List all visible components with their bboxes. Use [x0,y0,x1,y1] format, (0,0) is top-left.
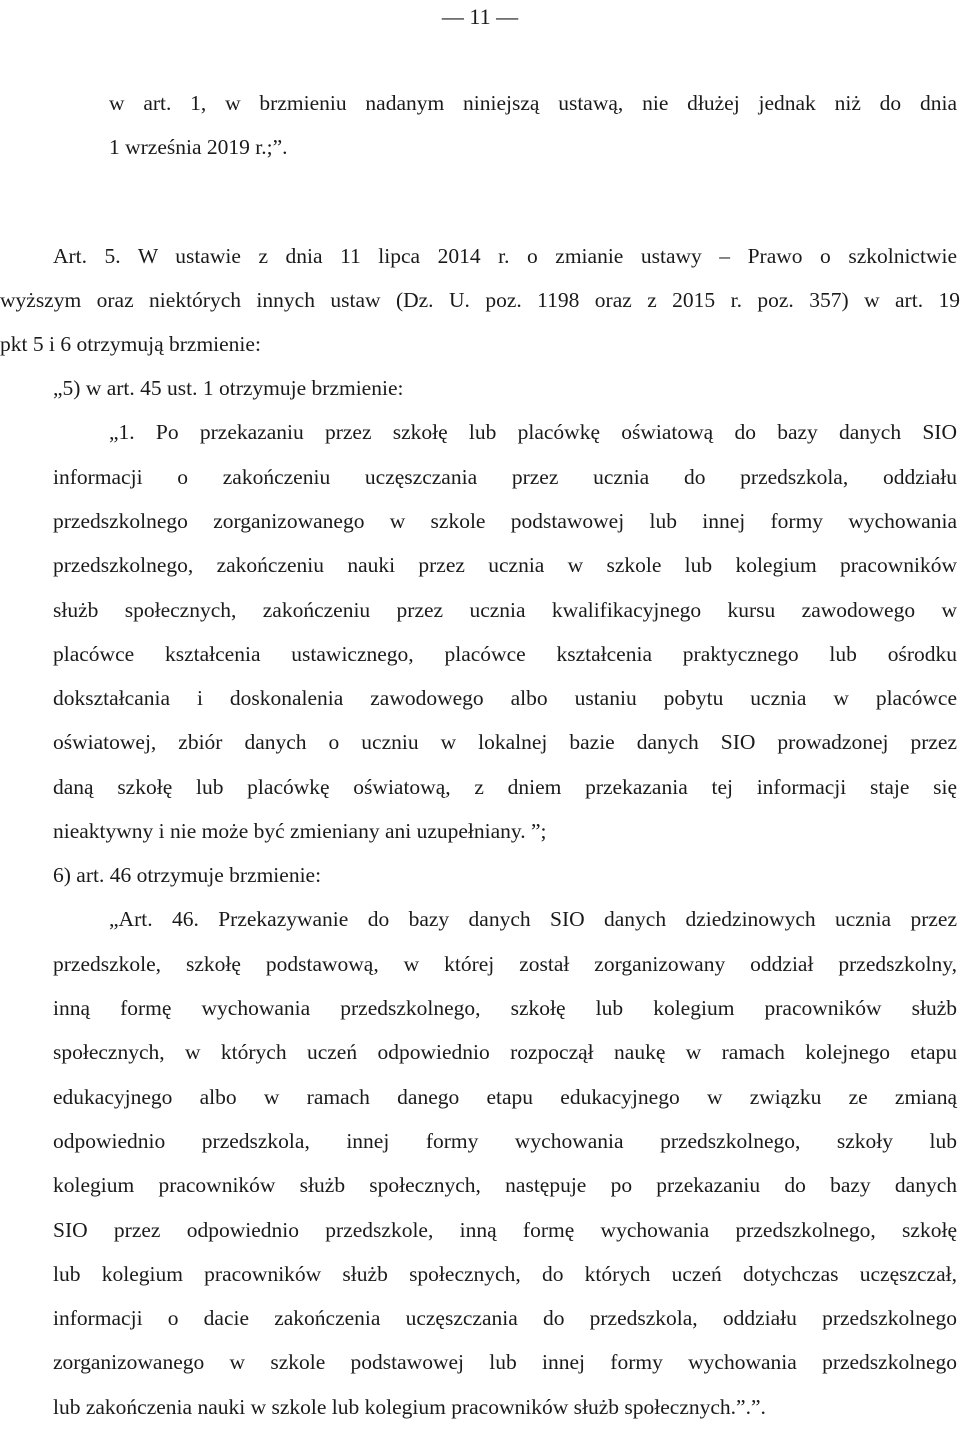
text-line: przedszkole, szkołę podstawową, w której został zorganizowany oddział przedszkolny, [53,952,957,976]
point-6-line: 6) art. 46 otrzymuje brzmienie: [53,863,322,887]
text-line: lub zakończenia nauki w szkole lub kolegium pracowników służb społecznych.”.”. [53,1395,766,1419]
text-line: społecznych, w których uczeń odpowiednio rozpoczął naukę w ramach kolejnego etapu [53,1040,957,1064]
text-line: odpowiednio przedszkola, innej formy wychowania przedszkolnego, szkoły lub [53,1129,957,1153]
point-5-line: „5) w art. 45 ust. 1 otrzymuje brzmienie: [53,376,404,400]
text-line: zorganizowanego w szkole podstawowej lub innej formy wychowania przedszkolnego [53,1350,957,1374]
text-line: informacji o zakończeniu uczęszczania przez ucznia do przedszkola, oddziału [53,465,957,489]
page-number: — 11 — [441,4,519,29]
text-line: oświatowej, zbiór danych o uczniu w lokalnej bazie danych SIO prowadzonej przez [53,730,957,754]
text-line: w art. 1, w brzmieniu nadanym niniejszą ustawą, nie dłużej jednak niż do dnia [109,91,957,115]
text-line: kolegium pracowników służb społecznych, następuje po przekazaniu do bazy danych [53,1173,957,1197]
text-line: SIO przez odpowiednio przedszkole, inną formę wychowania przedszkolnego, szkołę [53,1218,957,1242]
text-line: przedszkolnego, zakończeniu nauki przez ucznia w szkole lub kolegium pracowników [53,553,957,577]
text-line: nieaktywny i nie może być zmieniany ani uzupełniany. ”; [53,819,547,843]
text-line: dokształcania i doskonalenia zawodowego albo ustaniu pobytu ucznia w placówce [53,686,957,710]
text-line: służb społecznych, zakończeniu przez ucznia kwalifikacyjnego kursu zawodowego w [53,598,957,622]
article-heading-line: Art. 5. W ustawie z dnia 11 lipca 2014 r. o zmianie ustawy – Prawo o szkolnictwie [53,244,957,268]
text-line: przedszkolnego zorganizowanego w szkole podstawowej lub innej formy wychowania [53,509,957,533]
text-line: informacji o dacie zakończenia uczęszczania do przedszkola, oddziału przedszkolnego [53,1306,957,1330]
text-line: inną formę wychowania przedszkolnego, szkołę lub kolegium pracowników służb [53,996,957,1020]
text-line: „1. Po przekazaniu przez szkołę lub placówkę oświatową do bazy danych SIO [109,420,957,444]
text-line: lub kolegium pracowników służb społecznych, do których uczeń dotychczas uczęszczał, [53,1262,957,1286]
text-line: 1 września 2019 r.;”. [109,135,288,159]
text-line: wyższym oraz niektórych innych ustaw (Dz. U. poz. 1198 oraz z 2015 r. poz. 357) w art. 19 [0,288,960,312]
text-line: daną szkołę lub placówkę oświatową, z dniem przekazania tej informacji staje się [53,775,957,799]
text-line: „Art. 46. Przekazywanie do bazy danych SIO danych dziedzinowych ucznia przez [109,907,957,931]
text-line: placówce kształcenia ustawicznego, placówce kształcenia praktycznego lub ośrodku [53,642,957,666]
text-line: edukacyjnego albo w ramach danego etapu edukacyjnego w związku ze zmianą [53,1085,957,1109]
text-line: pkt 5 i 6 otrzymują brzmienie: [0,332,261,356]
